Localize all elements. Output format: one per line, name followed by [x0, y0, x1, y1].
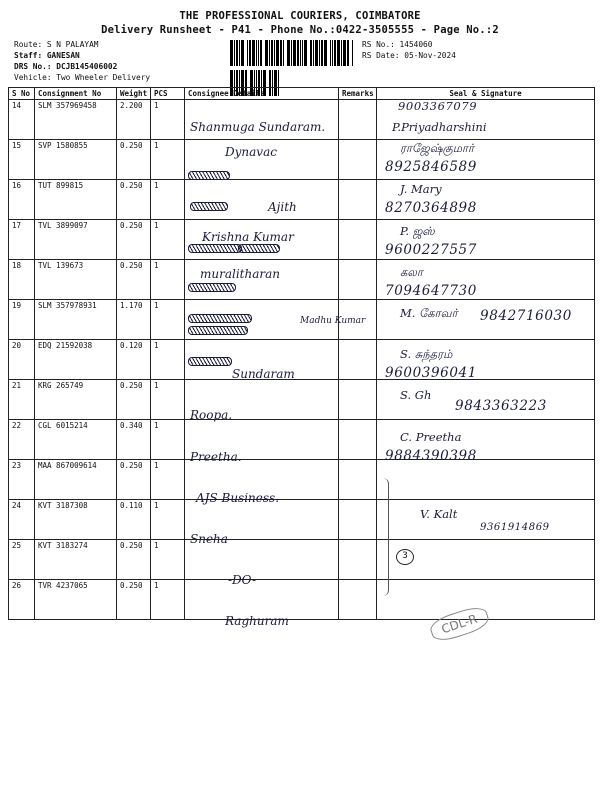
barcode-bar [300, 40, 301, 66]
header-pcs: PCS [151, 88, 185, 100]
cell-weight: 0.340 [117, 420, 151, 460]
barcode-bar [241, 40, 244, 66]
remarks-bracket [370, 478, 389, 596]
circled-mark: 3 [396, 549, 414, 565]
meta-left-block [14, 39, 150, 83]
scribbled-out-text [190, 202, 228, 211]
signature-line-2: 7094647730 [385, 282, 477, 299]
consignee-handwriting: muralitharan [200, 266, 280, 281]
barcode-bar [230, 40, 233, 66]
signature-line-1: M. கோவர் [400, 306, 458, 320]
barcode-bar [256, 40, 257, 66]
cell-remarks [339, 340, 377, 380]
cell-consignee [185, 180, 339, 220]
barcode-bar [337, 40, 340, 66]
cell-weight: 0.250 [117, 460, 151, 500]
cell-consignment: TVL 3899097 [35, 220, 117, 260]
cell-sno: 23 [9, 460, 35, 500]
cdl-stamp: CDL-R [428, 604, 491, 645]
consignee-handwriting: Roopa. [190, 408, 233, 423]
barcode-bar [236, 40, 238, 66]
header-consignee: Consignee Details [185, 88, 339, 100]
cell-weight: 0.250 [117, 220, 151, 260]
barcode-bar [310, 40, 312, 66]
cell-consignment: TVR 4237065 [35, 580, 117, 620]
barcode-bar [285, 40, 286, 66]
barcode-bar [252, 40, 255, 66]
cell-pcs: 1 [151, 420, 185, 460]
cell-sno: 26 [9, 580, 35, 620]
runsheet-table [8, 87, 595, 620]
barcode-bar [247, 40, 248, 66]
barcode-bar [350, 40, 351, 66]
barcode-bar [341, 40, 342, 66]
signature-line-1: V. Kalt [420, 507, 458, 521]
cell-pcs: 1 [151, 580, 185, 620]
cell-sno: 22 [9, 420, 35, 460]
barcode-bar [347, 40, 349, 66]
cell-consignment: EDQ 21592038 [35, 340, 117, 380]
cell-weight: 1.170 [117, 300, 151, 340]
barcode-bar [313, 40, 314, 66]
runsheet-company-title: THE PROFESSIONAL COURIERS, COIMBATORE [179, 10, 421, 22]
cell-seal [377, 500, 595, 540]
header-seal: Seal & Signature [377, 88, 595, 100]
cell-sno: 19 [9, 300, 35, 340]
scribbled-out-text [188, 326, 248, 335]
cell-sno: 24 [9, 500, 35, 540]
barcode-bar [258, 40, 259, 66]
cell-weight: 0.250 [117, 540, 151, 580]
cell-sno: 14 [9, 100, 35, 140]
barcode-bar [287, 40, 290, 66]
consignee-handwriting: AJS Business. [196, 490, 280, 505]
signature-line-2: 8925846589 [385, 159, 477, 176]
cell-seal [377, 460, 595, 500]
cell-pcs: 1 [151, 260, 185, 300]
scribbled-out-text [238, 244, 280, 253]
rs-date-label: RS Date: 05-Nov-2024 [362, 51, 456, 60]
barcode-bar [304, 40, 307, 66]
cell-pcs: 1 [151, 100, 185, 140]
header-weight: Weight [117, 88, 151, 100]
barcode-bar [263, 40, 264, 66]
cell-pcs: 1 [151, 220, 185, 260]
consignee-handwriting: Krishna Kumar [202, 229, 294, 244]
cell-remarks [339, 140, 377, 180]
cell-remarks [339, 220, 377, 260]
signature-line-2: 9884390398 [385, 447, 477, 464]
drs-label: DRS No.: DCJB145406002 [14, 62, 118, 71]
cell-sno: 21 [9, 380, 35, 420]
table-row [9, 220, 595, 260]
barcode-bar [245, 40, 246, 66]
scribbled-out-text [188, 314, 252, 323]
signature-line-1: C. Preetha [400, 429, 462, 444]
cell-remarks [339, 100, 377, 140]
cell-sno: 25 [9, 540, 35, 580]
header-remarks: Remarks [339, 88, 377, 100]
barcode-bar [302, 40, 303, 66]
signature-line-2: 9361914869 [480, 522, 550, 533]
barcode-bar [269, 40, 270, 66]
barcode-bar [332, 40, 333, 66]
cell-sno: 20 [9, 340, 35, 380]
cell-pcs: 1 [151, 180, 185, 220]
cell-weight: 2.200 [117, 100, 151, 140]
rs-no-label: RS No.: 1454060 [362, 40, 433, 49]
cell-weight: 0.250 [117, 140, 151, 180]
table-header-row [9, 88, 595, 100]
signature-line-1: S. Gh [400, 388, 432, 403]
table-row [9, 500, 595, 540]
meta-right-block [362, 39, 456, 61]
cell-weight: 0.120 [117, 340, 151, 380]
cell-consignment: MAA 867009614 [35, 460, 117, 500]
barcode-bar [308, 40, 309, 66]
barcode-bar [265, 40, 268, 66]
scribbled-out-text [188, 244, 242, 253]
cell-pcs: 1 [151, 140, 185, 180]
route-label: Route: S N PALAYAM [14, 40, 99, 49]
signature-line-1: கலா [400, 264, 423, 279]
cell-consignment: TUT 899815 [35, 180, 117, 220]
cell-remarks [339, 260, 377, 300]
barcode-bar [293, 40, 296, 66]
barcode-bar [334, 40, 336, 66]
barcode-bar [321, 40, 323, 66]
consignee-handwriting: Sundaram [232, 367, 295, 382]
runsheet-subtitle: Delivery Runsheet - P41 - Phone No.:0422-3505555 - Page No.:2 [101, 24, 499, 36]
barcode-bar [260, 40, 262, 66]
consignee-handwriting: Madhu Kumar [300, 316, 366, 326]
cell-remarks [339, 380, 377, 420]
barcode-bar [280, 40, 282, 66]
cell-sno: 15 [9, 140, 35, 180]
cell-consignment: KRG 265749 [35, 380, 117, 420]
table-row [9, 580, 595, 620]
cell-pcs: 1 [151, 460, 185, 500]
barcode-bar [274, 40, 275, 66]
consignee-handwriting: Ajith [268, 200, 297, 215]
barcode-bar [249, 40, 251, 66]
consignee-handwriting: Dynavac [225, 145, 277, 160]
scribbled-out-text [188, 171, 230, 180]
header-sno: S No [9, 88, 35, 100]
staff-label: Staff: GANESAN [14, 51, 80, 60]
header-consignment: Consignment No [35, 88, 117, 100]
cell-weight: 0.250 [117, 580, 151, 620]
cell-remarks [339, 420, 377, 460]
cell-pcs: 1 [151, 500, 185, 540]
barcode-bar [239, 40, 240, 66]
cell-consignment: CGL 6015214 [35, 420, 117, 460]
table-row [9, 540, 595, 580]
consignee-handwriting: -DO- [228, 573, 257, 588]
signature-line-1: S. சுந்தரம் [400, 347, 453, 362]
cell-pcs: 1 [151, 340, 185, 380]
table-row [9, 180, 595, 220]
signature-line-1: J. Mary [400, 182, 442, 197]
cell-consignment: SLM 357978931 [35, 300, 117, 340]
table-row [9, 340, 595, 380]
barcode-bar [328, 40, 329, 66]
table-row [9, 260, 595, 300]
barcode-bar [343, 40, 346, 66]
cell-remarks [339, 180, 377, 220]
barcode-bar [352, 40, 353, 66]
cell-consignment: SVP 1580855 [35, 140, 117, 180]
signature-line-2: 8270364898 [385, 200, 477, 217]
signature-line-2: 9600396041 [385, 365, 477, 382]
signature-line-1: 9003367079 [398, 99, 478, 113]
scribbled-out-text [188, 357, 232, 366]
consignee-handwriting: Sneha [190, 532, 228, 546]
cell-weight: 0.250 [117, 380, 151, 420]
barcode-graphic [230, 40, 354, 66]
cell-pcs: 1 [151, 380, 185, 420]
barcode-bar [319, 40, 320, 66]
vehicle-label: Vehicle: Two Wheeler Delivery [14, 73, 151, 82]
signature-line-2: 9600227557 [385, 241, 477, 258]
cell-sno: 16 [9, 180, 35, 220]
consignee-handwriting: Raghuram [225, 614, 289, 629]
barcode-bar [315, 40, 318, 66]
cell-weight: 0.250 [117, 260, 151, 300]
consignee-handwriting: Shanmuga Sundaram. [190, 120, 326, 134]
barcode-bar [291, 40, 292, 66]
cell-sno: 17 [9, 220, 35, 260]
barcode-bar [330, 40, 331, 66]
barcode-bar [271, 40, 273, 66]
cell-weight: 0.250 [117, 180, 151, 220]
cell-pcs: 1 [151, 540, 185, 580]
cell-consignment: TVL 139673 [35, 260, 117, 300]
barcode-bar [297, 40, 299, 66]
signature-line-2: P.Priyadharshini [392, 120, 487, 134]
signature-line-1: P. ஜஸ் [400, 223, 435, 238]
cell-sno: 18 [9, 260, 35, 300]
cell-pcs: 1 [151, 300, 185, 340]
cell-consignment: KVT 3187308 [35, 500, 117, 540]
signature-line-2: 9842716030 [480, 308, 572, 324]
consignee-handwriting: Preetha. [190, 449, 242, 464]
signature-line-1: ராஜேஷ்குமார் [400, 141, 474, 156]
table-row [9, 460, 595, 500]
cell-consignment: SLM 357969458 [35, 100, 117, 140]
barcode-bar [234, 40, 235, 66]
barcode-bar [324, 40, 327, 66]
signature-line-2: 9843363223 [455, 398, 547, 415]
barcode-bar [283, 40, 284, 66]
cell-weight: 0.110 [117, 500, 151, 540]
cell-consignment: KVT 3183274 [35, 540, 117, 580]
scribbled-out-text [188, 283, 236, 292]
table-row [9, 420, 595, 460]
table-row [9, 140, 595, 180]
barcode-bar [276, 40, 279, 66]
